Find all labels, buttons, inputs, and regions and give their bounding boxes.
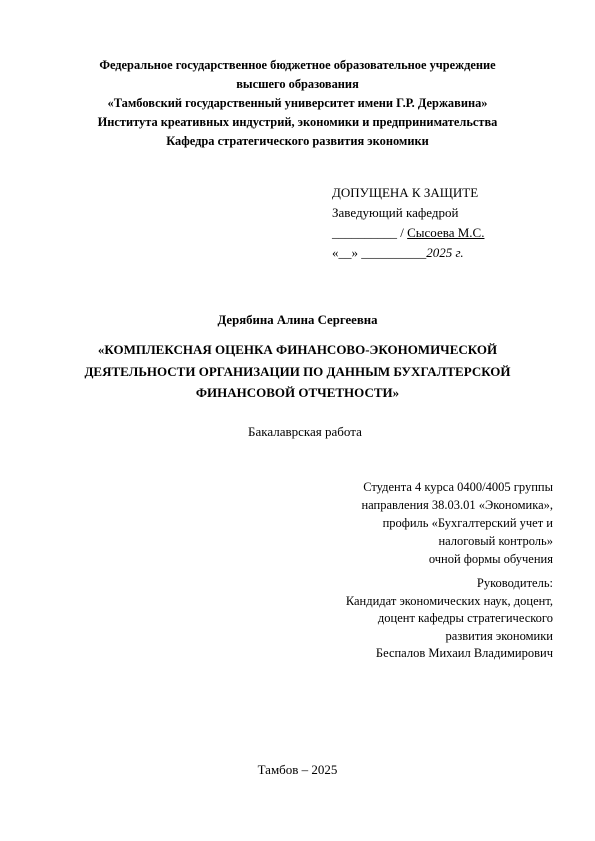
header-line-institution-type: Федеральное государственное бюджетное образовательное учреждение: [99, 58, 496, 72]
approval-year: 2025 г.: [426, 245, 464, 260]
student-info: [253, 478, 553, 568]
supervisor-info: [253, 575, 553, 663]
thesis-title-line-2: ДЕЯТЕЛЬНОСТИ ОРГАНИЗАЦИИ ПО ДАННЫМ БУХГАЛТЕРСКОЙ: [84, 363, 511, 379]
header-line-institute: Института креативных индустрий, экономики и предпринимательства: [97, 115, 498, 129]
city-year: Тамбов – 2025: [257, 762, 338, 777]
signature-blank: __________ /: [332, 225, 408, 240]
work-type: Бакалаврская работа: [248, 424, 362, 439]
thesis-title-line-3: ФИНАНСОВОЙ ОТЧЕТНОСТИ»: [195, 385, 400, 400]
student-info-line-4: налоговый контроль»: [438, 534, 553, 548]
student-info-line-2: направления 38.03.01 «Экономика»,: [361, 498, 553, 512]
student-info-line-3: профиль «Бухгалтерский учет и: [382, 516, 553, 530]
approval-status: ДОПУЩЕНА К ЗАЩИТЕ: [332, 185, 479, 200]
thesis-title: [40, 339, 555, 404]
student-info-line-5: очной формы обучения: [428, 552, 553, 566]
date-blank: «__» __________: [332, 245, 427, 260]
supervisor-label: Руководитель:: [476, 576, 553, 590]
thesis-title-line-1: «КОМПЛЕКСНАЯ ОЦЕНКА ФИНАНСОВО-ЭКОНОМИЧЕСКОЙ: [97, 342, 498, 357]
supervisor-degree: Кандидат экономических наук, доцент,: [345, 593, 553, 608]
header-line-university-name: «Тамбовский государственный университет имени Г.Р. Державина»: [107, 96, 488, 110]
header-line-education-level: высшего образования: [236, 77, 359, 91]
header-line-department: Кафедра стратегического развития экономики: [166, 134, 429, 148]
supervisor-name: Беспалов Михаил Владимирович: [375, 646, 553, 660]
supervisor-department: развития экономики: [445, 628, 553, 643]
approval-date-line: [332, 243, 484, 263]
university-header: [70, 56, 525, 151]
supervisor-position: доцент кафедры стратегического: [377, 611, 553, 625]
student-info-line-1: Студента 4 курса 0400/4005 группы: [363, 480, 553, 494]
department-head-name: Сысоева М.С.: [407, 225, 485, 240]
approval-role: Заведующий кафедрой: [332, 205, 459, 220]
author-name: Дерябина Алина Сергеевна: [217, 313, 378, 327]
approval-signature-line: [332, 223, 484, 243]
approval-block: [332, 183, 484, 263]
